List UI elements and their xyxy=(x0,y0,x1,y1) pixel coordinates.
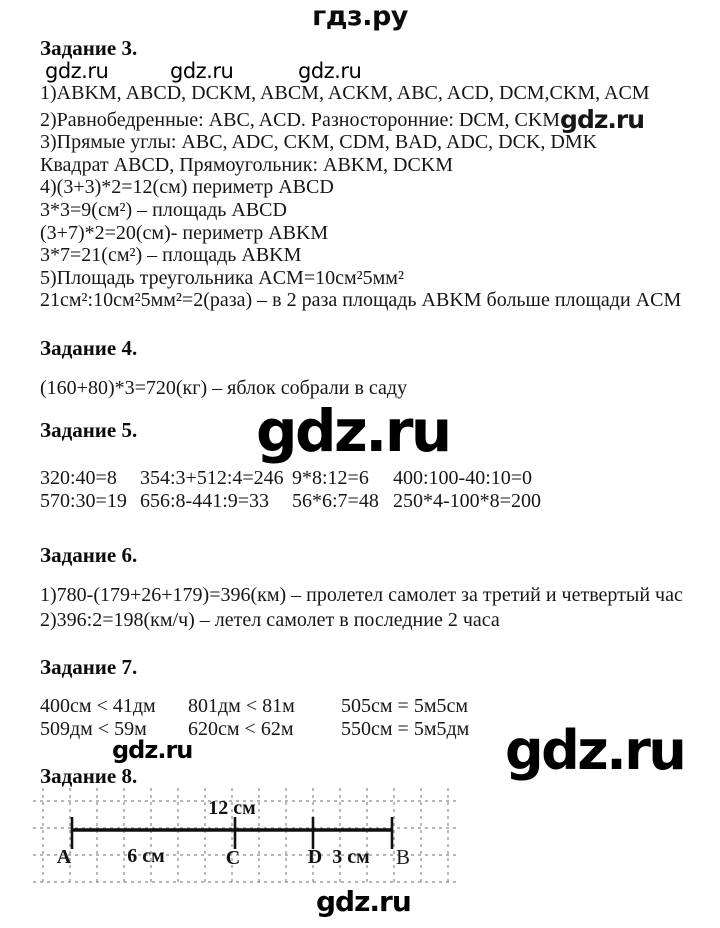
answer-cell: 320:40=8 xyxy=(40,467,117,489)
task3-heading: Задание 3. xyxy=(40,36,138,60)
segment-length-diagram xyxy=(33,788,458,885)
answer-cell: 56*6:7=48 xyxy=(292,490,379,512)
task7-heading: Задание 7. xyxy=(40,655,138,679)
task5-solution xyxy=(40,467,541,513)
solution-line-text: 2)Равнобедренные: ABC, ACD. Разносторонние: DCM, CKM xyxy=(40,108,561,131)
answer-cell: 570:30=19 xyxy=(40,490,127,512)
point-label-c: C xyxy=(225,847,241,869)
point-label-d: D xyxy=(307,846,323,868)
segment-ac-label: 6 см xyxy=(127,845,165,867)
watermark-gdz: gdz.ru xyxy=(112,736,193,764)
watermark-gdz: gdz.ru xyxy=(256,397,450,465)
answer-cell: 354:3+512:4=246 xyxy=(140,467,284,489)
answers-row xyxy=(40,467,541,490)
answer-cell: 400:100-40:10=0 xyxy=(393,467,533,489)
task8-heading: Задание 8. xyxy=(40,764,138,788)
watermark-gdz: gdz.ru xyxy=(316,885,411,918)
task5-heading: Задание 5. xyxy=(40,418,138,442)
solution-line: Квадрат ABCD, Прямоугольник: ABKM, DCKM xyxy=(40,153,454,176)
answer-cell: 505см = 5м5см xyxy=(341,695,469,717)
solution-line: 3)Прямые углы: ABC, ADC, CKM, CDM, BAD, ADC, DCK, DMK xyxy=(40,131,598,154)
task3-solution xyxy=(40,82,681,312)
point-label-a: A xyxy=(56,846,72,868)
answers-row xyxy=(40,490,541,513)
task6-heading: Задание 6. xyxy=(40,543,138,567)
solution-line: 1)ABKM, ABCD, DCKM, ABCM, ACKM, ABC, ACD, DCM,CKM, ACM xyxy=(40,82,650,104)
task4-solution-line: (160+80)*3=720(кг) – яблок собрали в саду xyxy=(40,377,408,399)
watermark-gdz: gdz.ru xyxy=(505,719,685,782)
task7-solution xyxy=(40,695,469,741)
watermark-gdz: gdz.ru xyxy=(298,59,362,83)
answer-cell: 550см = 5м5дм xyxy=(341,718,470,740)
task4-heading: Задание 4. xyxy=(40,336,138,360)
watermark-gdz: gdz.ru xyxy=(45,59,109,83)
task6-solution xyxy=(40,583,683,632)
solution-line: 5)Площадь треугольника ACM=10см²5мм² xyxy=(40,266,404,289)
solution-line xyxy=(40,105,681,132)
answer-cell: 620см < 62м xyxy=(188,718,294,740)
solution-line: 21см²:10см²5мм²=2(раза) – в 2 раза площадь ABKM больше площади ACM xyxy=(40,289,682,312)
watermark-gdz: gdz.ru xyxy=(170,59,234,83)
total-length-label: 12 см xyxy=(208,797,256,819)
site-logo: гдз.ру xyxy=(312,1,408,32)
answer-cell: 400см < 41дм xyxy=(40,695,156,717)
solution-line: 3*3=9(см²) – площадь ABCD xyxy=(40,198,287,221)
segment-db-label: 3 см xyxy=(332,846,370,868)
solution-line: 4)(3+3)*2=12(см) периметр ABCD xyxy=(40,176,334,199)
solution-line: 1)780-(179+26+179)=396(км) – пролетел самолет за третий и четвертый час xyxy=(40,584,683,606)
answer-cell: 656:8-441:9=33 xyxy=(140,490,270,512)
answer-cell: 9*8:12=6 xyxy=(292,467,369,489)
answer-cell: 801дм < 81м xyxy=(188,695,295,717)
answer-cell: 509дм < 59м xyxy=(40,718,147,740)
answers-row xyxy=(40,718,469,741)
watermark-gdz: gdz.ru xyxy=(560,104,645,134)
answers-row xyxy=(40,695,469,718)
solution-line: 2)396:2=198(км/ч) – летел самолет в последние 2 часа xyxy=(40,608,500,631)
solution-line: 3*7=21(см²) – площадь ABKM xyxy=(40,244,302,267)
solution-line: (3+7)*2=20(см)- периметр ABKM xyxy=(40,221,329,244)
point-label-b: B xyxy=(395,845,411,869)
answer-cell: 250*4-100*8=200 xyxy=(393,490,541,512)
